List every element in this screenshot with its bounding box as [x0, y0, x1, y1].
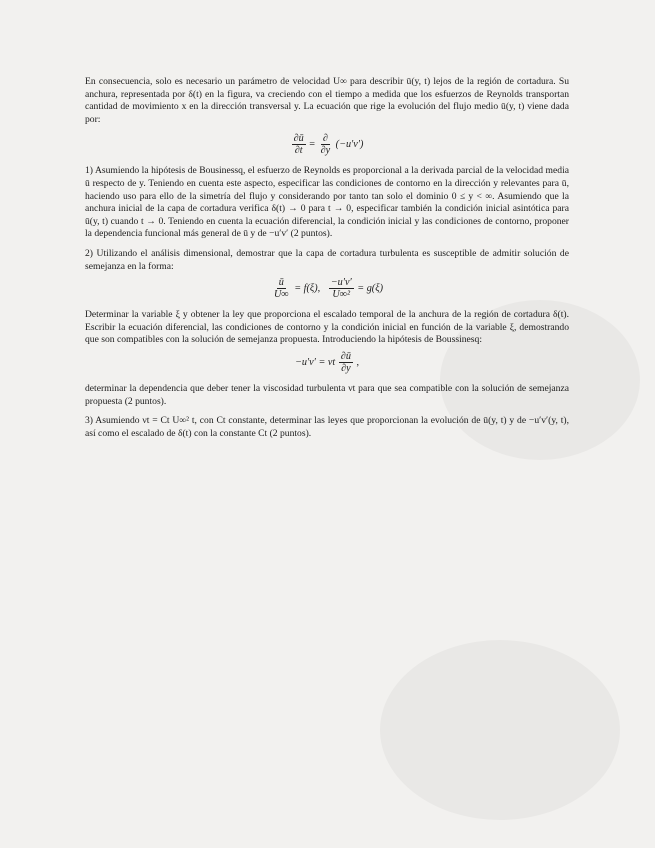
paragraph-question-3: 3) Asumiendo νt = Ct U∞² t, con Ct constante, determinar las leyes que proporcionan la evolución de ū(y, t) y de −u′v′(y, t), así como el escalado de δ(t) con la constante Ct (2 puntos). — [85, 415, 569, 439]
paragraph-similarity-variable: Determinar la variable ξ y obtener la ley que proporciona el escalado temporal de la anchura de la región de cortadura δ(t). Escribir la ecuación diferencial, las condiciones de contorno y la condición inicial en función de la variable ξ, demostrando que son compatibles con la solución de semejanza propuesta. Introduciendo la hipótesis de Boussinesq: — [85, 309, 569, 346]
scan-shade-bottom — [380, 640, 620, 820]
stress-numerator: −u′v′ — [330, 277, 352, 289]
paragraph-question-1: 1) Asumiendo la hipótesis de Bousinessq, el esfuerzo de Reynolds es proporcional a la derivada parcial de la velocidad media ū respecto de y. Teniendo en cuenta este aspecto, especificar las condiciones de contorno en la dirección y relevantes para ū, haciendo uso para ello de la simetría del flujo y considerando por tanto tan solo el dominio 0 ≤ y < ∞. Asumiendo que la anchura inicial de la capa de cortadura verifica δ(t) → 0 para t → 0, especificar también la condición inicial asintótica para ū(y, t) cuando t → 0. Teniendo en cuenta la ecuación diferencial, la condición inicial y las condiciones de contorno, proponer la dependencia funcional más general de ū y de −u′v′ (2 puntos). — [85, 165, 569, 240]
fraction-velocity-ratio — [272, 277, 291, 300]
equation-momentum — [85, 133, 569, 156]
paragraph-viscosity: determinar la dependencia que deber tener la viscosidad turbulenta νt para que sea compatible con la solución de semejanza propuesta (2 puntos). — [85, 382, 569, 407]
dudt-numerator: ∂ū — [293, 133, 304, 145]
equation-similarity — [85, 277, 569, 300]
boussinesq-lhs: −u′v′ = νt — [294, 356, 336, 368]
fraction-stress-ratio — [329, 277, 354, 300]
similarity-f: = f(ξ), — [294, 282, 321, 294]
reynolds-stress-term: (−u′v′) — [335, 139, 364, 151]
fraction-ddy — [319, 133, 333, 156]
ddy-numerator: ∂ — [322, 133, 328, 145]
velocity-numerator: ū — [278, 277, 284, 289]
boussinesq-end: , — [356, 356, 360, 368]
velocity-denominator: U∞ — [274, 289, 289, 301]
fraction-dudy — [339, 351, 353, 374]
fraction-dudt — [292, 133, 306, 156]
dudy-denominator: ∂y — [341, 362, 351, 374]
equation-boussinesq — [85, 351, 569, 374]
problem-text — [85, 76, 569, 447]
paragraph-question-2: 2) Utilizando el análisis dimensional, demostrar que la capa de cortadura turbulenta es susceptible de admitir solución de semejanza en la forma: — [85, 247, 569, 272]
paragraph-intro: En consecuencia, solo es necesario un parámetro de velocidad U∞ para describir ū(y, t) lejos de la región de cortadura. Su anchura, representada por δ(t) en la figura, va creciendo con el tiempo a medida que los esfuerzos de Reynolds transportan cantidad de movimiento x en la dirección transversal y. La ecuación que rige la evolución del flujo medio ū(y, t) viene dada por: — [85, 76, 569, 125]
stress-denominator: U∞² — [332, 289, 351, 301]
dudy-numerator: ∂ū — [340, 350, 351, 362]
equals-sign: = — [309, 139, 316, 151]
dudt-denominator: ∂t — [294, 145, 303, 157]
similarity-g: = g(ξ) — [357, 282, 383, 294]
ddy-denominator: ∂y — [320, 145, 331, 157]
